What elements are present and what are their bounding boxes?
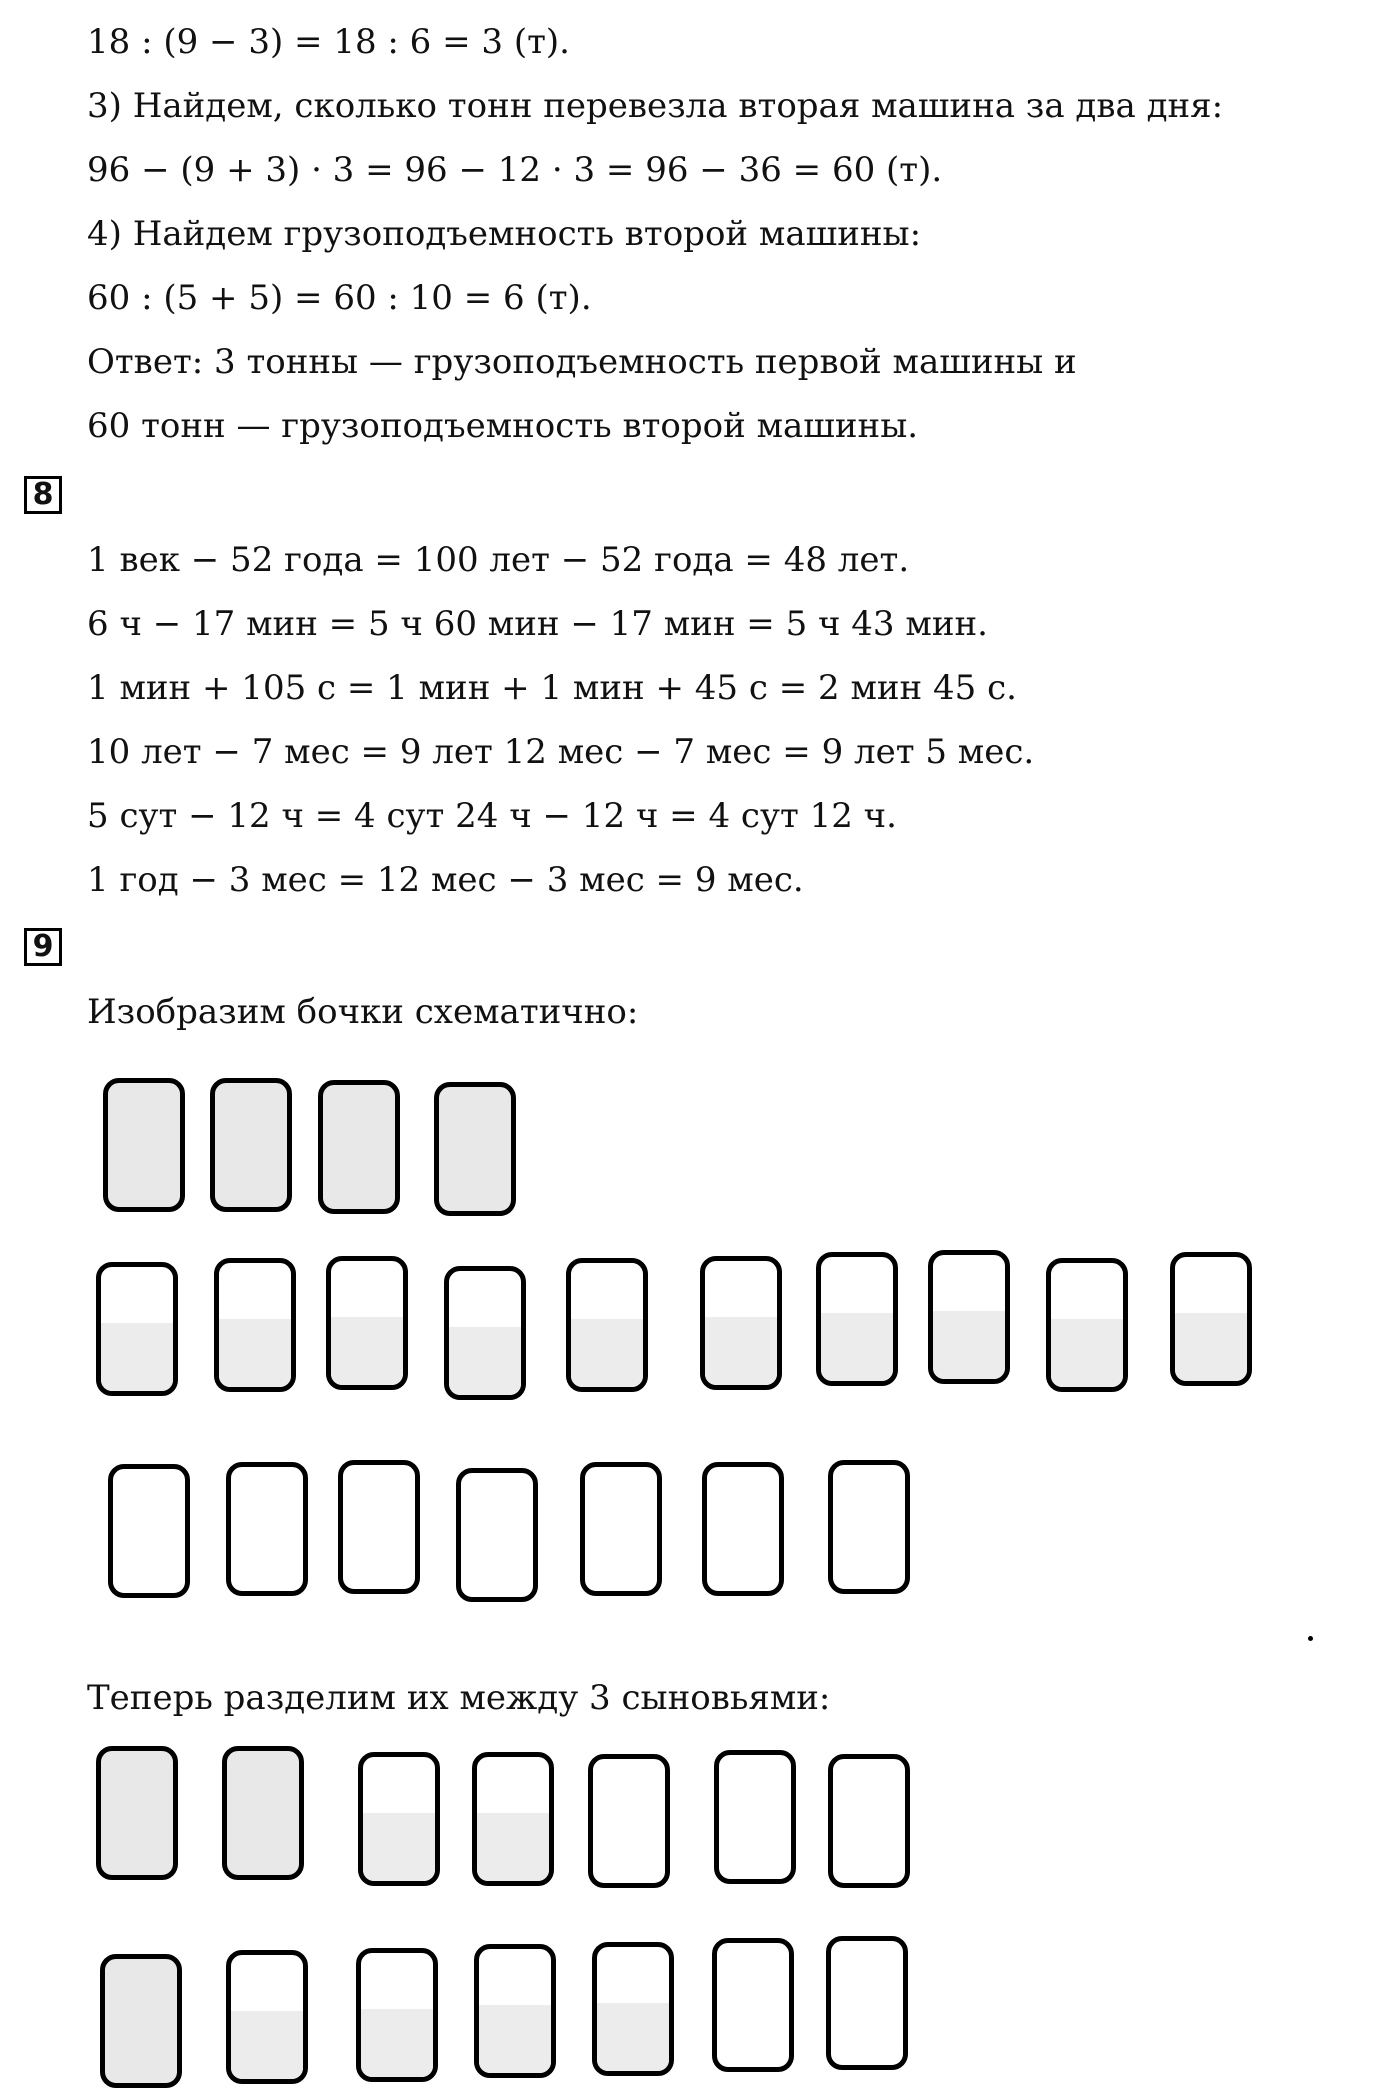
barrel-half — [474, 1944, 556, 2078]
barrel-full — [222, 1746, 304, 1880]
barrel-empty — [456, 1468, 538, 1602]
task9-intro: Изобразим бочки схематично: — [87, 992, 639, 1032]
barrel-empty — [712, 1938, 794, 2072]
barrel-half — [592, 1942, 674, 2076]
barrel-half — [472, 1752, 554, 1886]
barrel-full — [103, 1078, 185, 1212]
barrel-empty — [108, 1464, 190, 1598]
barrel-empty — [714, 1750, 796, 1884]
barrel-full — [100, 1954, 182, 2088]
barrel-half — [96, 1262, 178, 1396]
solution-line-3: 96 − (9 + 3) · 3 = 96 − 12 · 3 = 96 − 36 = 60 (т). — [87, 150, 943, 190]
barrel-full — [210, 1078, 292, 1212]
barrel-full — [434, 1082, 516, 1216]
barrel-half — [214, 1258, 296, 1392]
barrel-empty — [588, 1754, 670, 1888]
barrel-empty — [338, 1460, 420, 1594]
barrel-empty — [828, 1460, 910, 1594]
task8-line-6: 1 год − 3 мес = 12 мес − 3 мес = 9 мес. — [87, 860, 804, 900]
solution-line-2: 3) Найдем, сколько тонн перевезла вторая машина за два дня: — [87, 86, 1224, 126]
barrel-half — [358, 1752, 440, 1886]
task8-line-5: 5 сут − 12 ч = 4 сут 24 ч − 12 ч = 4 сут 12 ч. — [87, 796, 897, 836]
barrel-empty — [828, 1754, 910, 1888]
barrel-half — [1170, 1252, 1252, 1386]
barrel-empty — [580, 1462, 662, 1596]
solution-line-5: 60 : (5 + 5) = 60 : 10 = 6 (т). — [87, 278, 592, 318]
task8-line-4: 10 лет − 7 мес = 9 лет 12 мес − 7 мес = 9 лет 5 мес. — [87, 732, 1035, 772]
stray-dot — [1308, 1636, 1313, 1641]
barrel-half — [226, 1950, 308, 2084]
barrel-full — [96, 1746, 178, 1880]
barrel-half — [1046, 1258, 1128, 1392]
solution-line-1: 18 : (9 − 3) = 18 : 6 = 3 (т). — [87, 22, 570, 62]
barrel-half — [566, 1258, 648, 1392]
task8-line-1: 1 век − 52 года = 100 лет − 52 года = 48 лет. — [87, 540, 910, 580]
barrel-empty — [226, 1462, 308, 1596]
task9-divide: Теперь разделим их между 3 сыновьями: — [87, 1678, 831, 1718]
task8-line-2: 6 ч − 17 мин = 5 ч 60 мин − 17 мин = 5 ч 43 мин. — [87, 604, 988, 644]
barrel-empty — [702, 1462, 784, 1596]
answer-line-2: 60 тонн — грузоподъемность второй машины. — [87, 406, 919, 446]
barrel-half — [356, 1948, 438, 2082]
task8-line-3: 1 мин + 105 с = 1 мин + 1 мин + 45 с = 2 мин 45 с. — [87, 668, 1017, 708]
barrel-half — [816, 1252, 898, 1386]
barrel-empty — [826, 1936, 908, 2070]
barrel-half — [326, 1256, 408, 1390]
barrel-half — [928, 1250, 1010, 1384]
answer-line-1: Ответ: 3 тонны — грузоподъемность первой машины и — [87, 342, 1077, 382]
barrel-half — [444, 1266, 526, 1400]
task-number-9: 9 — [24, 928, 62, 966]
barrel-full — [318, 1080, 400, 1214]
solution-line-4: 4) Найдем грузоподъемность второй машины: — [87, 214, 922, 254]
barrel-half — [700, 1256, 782, 1390]
task-number-8: 8 — [24, 476, 62, 514]
